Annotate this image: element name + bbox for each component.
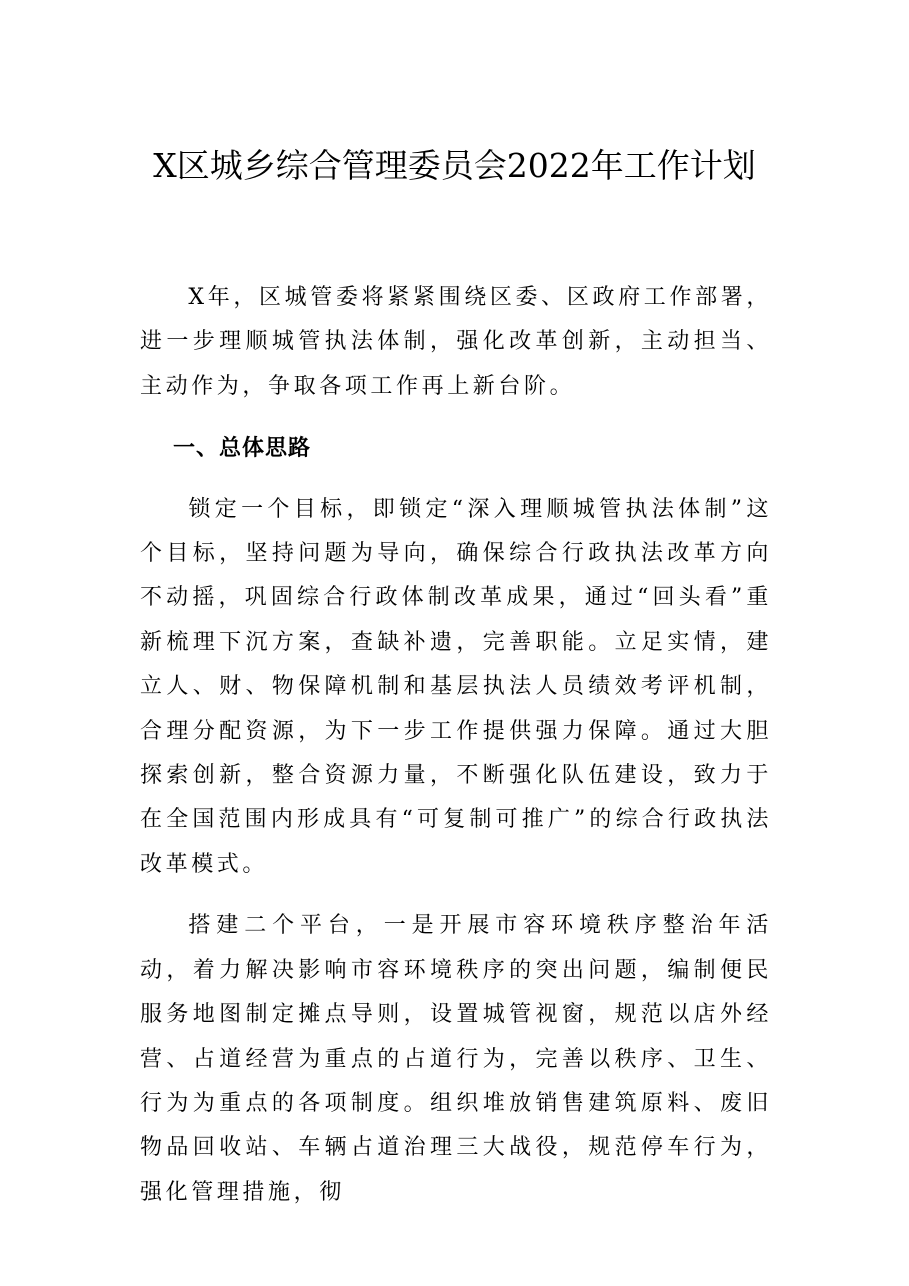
intro-paragraph: X年，区城管委将紧紧围绕区委、区政府工作部署，进一步理顺城管执法体制，强化改革创新，主动担当、主动作为，争取各项工作再上新台阶。 xyxy=(140,285,772,399)
section-heading: 一、总体思路 xyxy=(173,435,312,462)
body-paragraph-platforms: 搭建二个平台，一是开展市容环境秩序整治年活动，着力解决影响市容环境秩序的突出问题，编制便民服务地图制定摊点导则，设置城管视窗，规范以店外经营、占道经营为重点的占道行为，完善以秩序、卫生、行为为重点的各项制度。组织堆放销售建筑原料、废旧物品回收站、车辆占道治理三大战役，规范停车行为，强化管理措施，彻 xyxy=(140,913,772,1205)
document-body xyxy=(140,276,772,1215)
paragraph-gap xyxy=(140,471,772,488)
paragraph-gap xyxy=(140,409,772,426)
paragraph-gap xyxy=(140,887,772,904)
body-paragraph-goal: 锁定一个目标，即锁定“深入理顺城管执法体制”这个目标，坚持问题为导向，确保综合行政执法改革方向不动摇，巩固综合行政体制改革成果，通过“回头看”重新梳理下沉方案，查缺补遗，完善职能。立足实情，建立人、财、物保障机制和基层执法人员绩效考评机制，合理分配资源，为下一步工作提供强力保障。通过大胆探索创新，整合资源力量，不断强化队伍建设，致力于在全国范围内形成具有“可复制可推广”的综合行政执法改革模式。 xyxy=(140,496,772,877)
document-title: X区城乡综合管理委员会2022年工作计划 xyxy=(153,146,756,185)
